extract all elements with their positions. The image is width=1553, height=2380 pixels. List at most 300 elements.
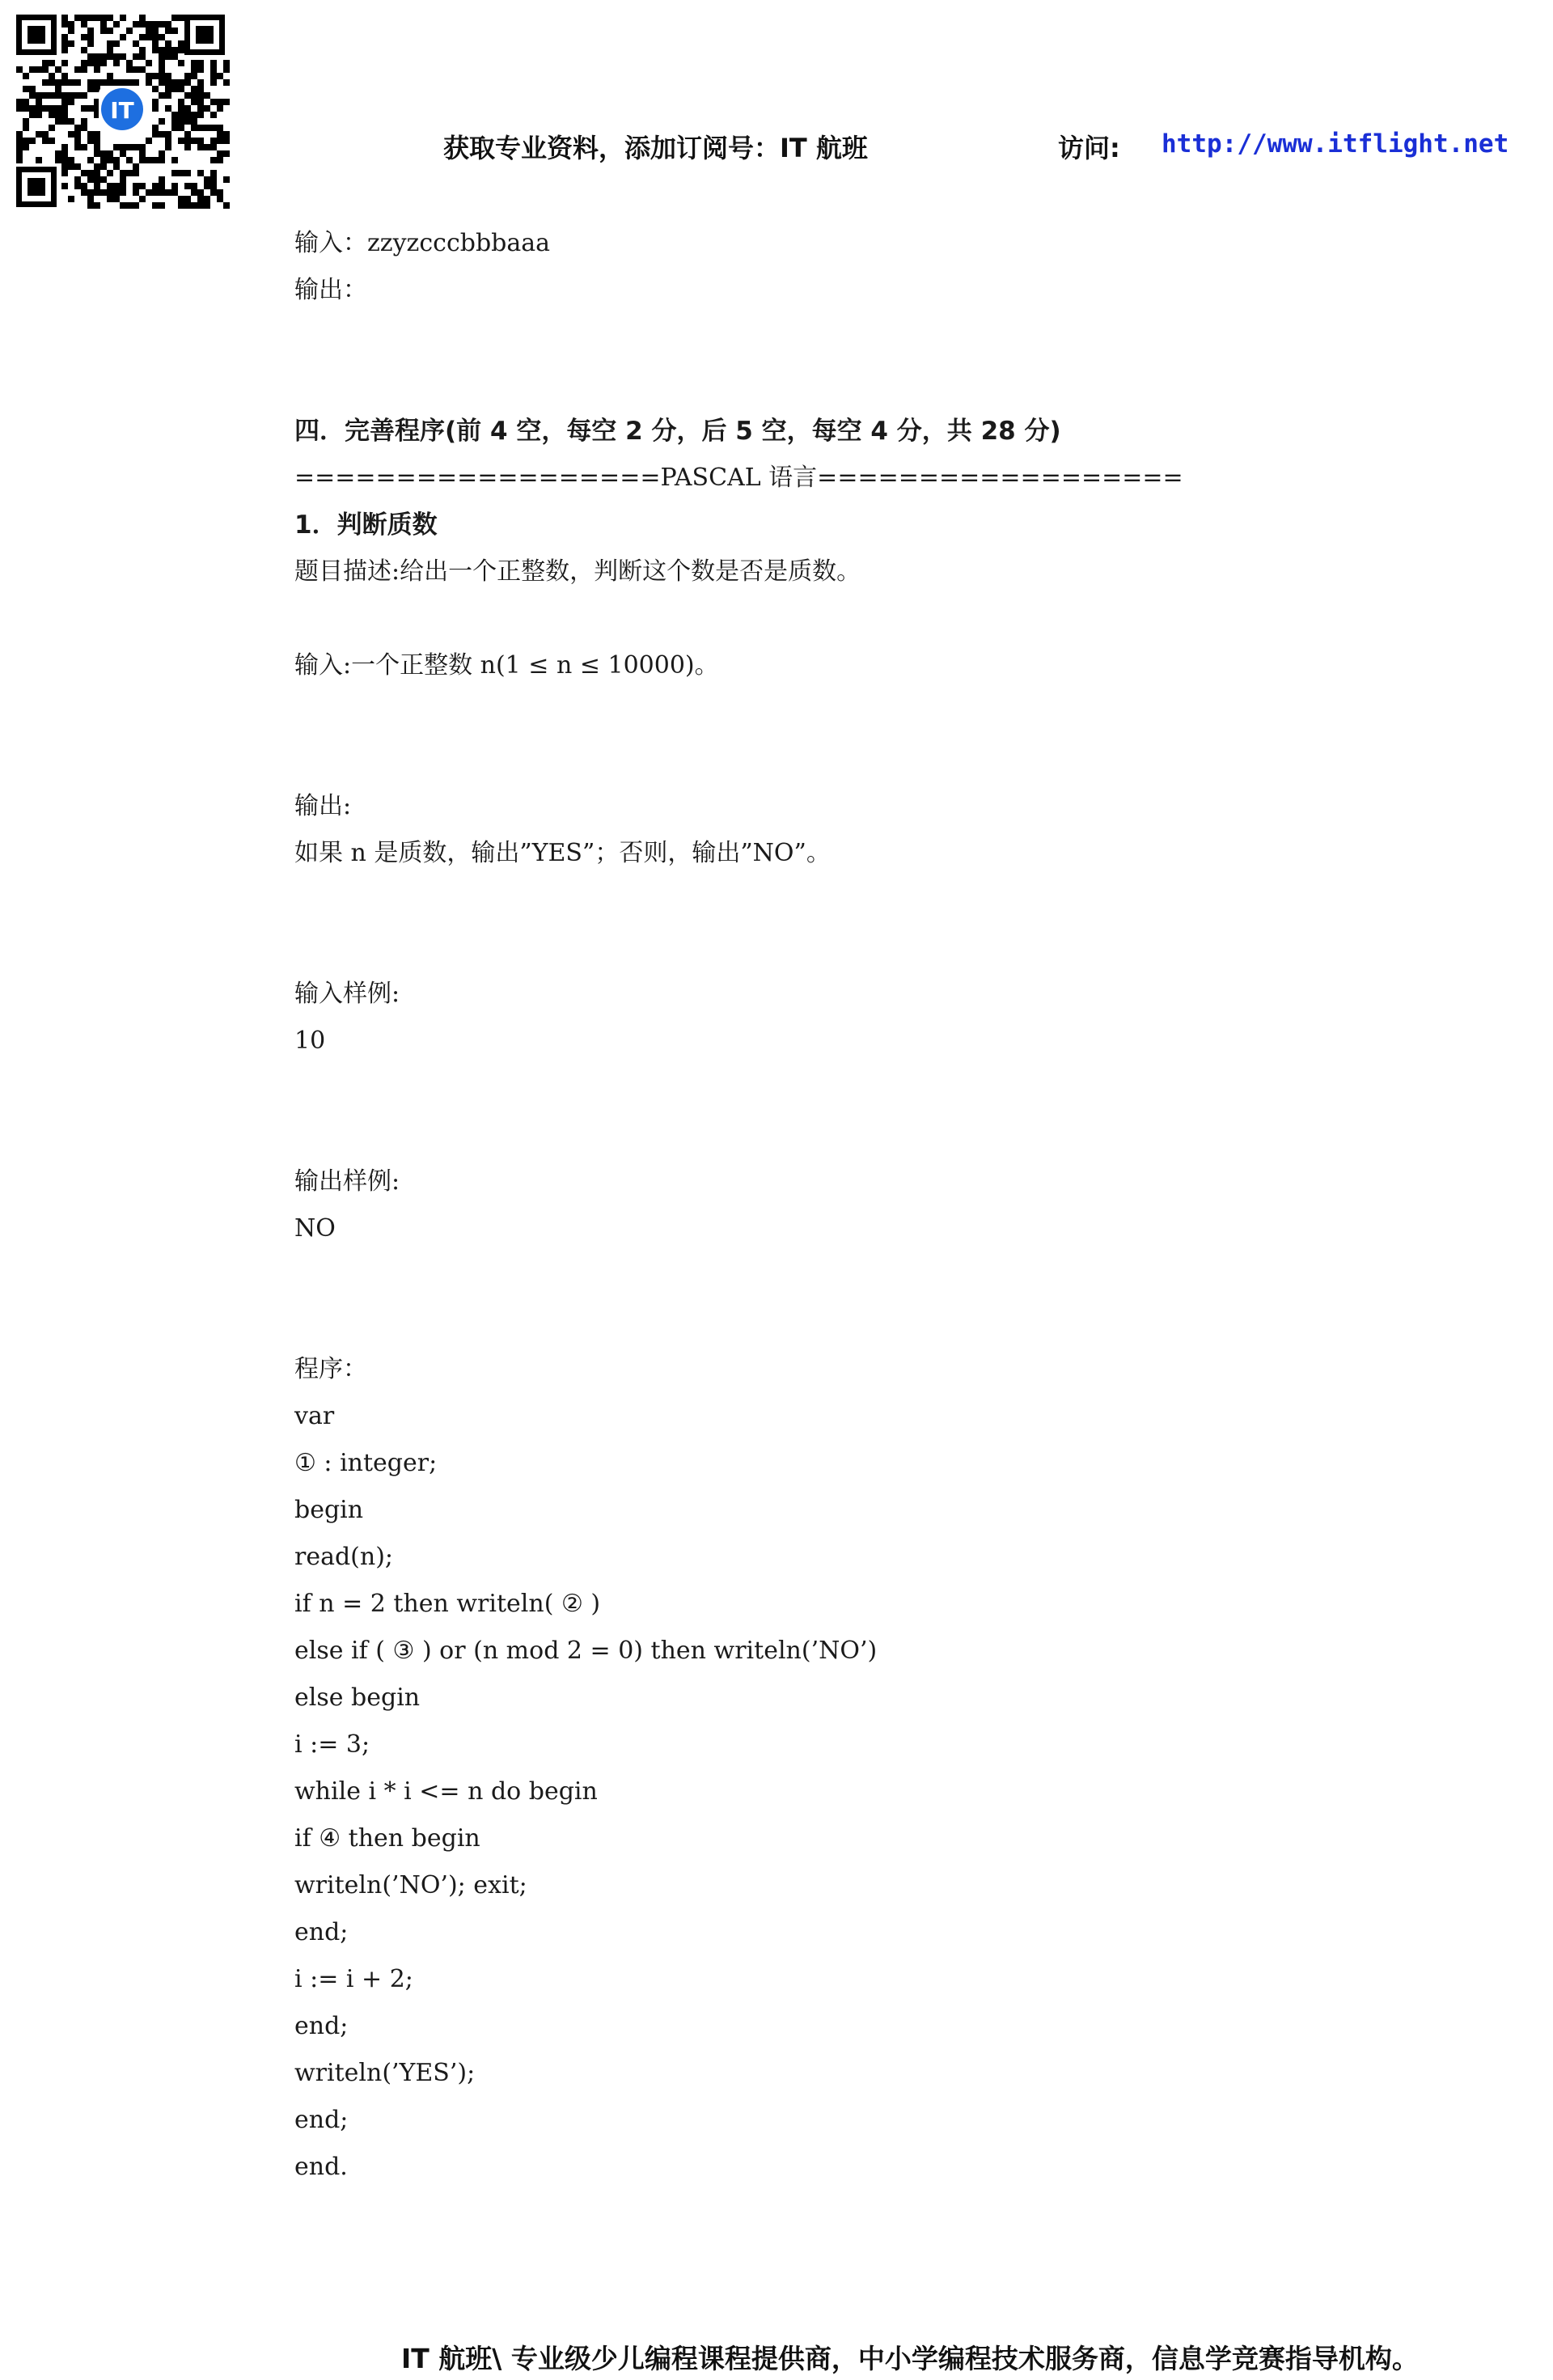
- qr-module: [178, 15, 184, 21]
- qr-module: [178, 112, 184, 118]
- qr-module: [171, 28, 178, 34]
- qr-module: [87, 15, 94, 21]
- qr-module: [184, 118, 191, 125]
- qr-module: [191, 66, 197, 73]
- qr-module: [191, 92, 197, 99]
- header-visit-label: 访问:: [1058, 133, 1120, 163]
- qr-module: [61, 105, 68, 112]
- qr-module: [61, 47, 68, 53]
- qr-module: [49, 60, 55, 66]
- qr-module: [81, 118, 87, 125]
- qr-module: [120, 79, 126, 86]
- qr-module: [178, 86, 184, 92]
- qr-module: [223, 176, 230, 183]
- qr-module: [94, 53, 100, 60]
- qr-module: [171, 15, 178, 21]
- qr-module: [184, 202, 191, 209]
- qr-module: [81, 170, 87, 176]
- qr-module: [178, 202, 184, 209]
- code-line: while i * i <= n do begin: [294, 1777, 598, 1806]
- qr-module: [23, 99, 29, 105]
- qr-module: [223, 79, 230, 86]
- qr-module: [87, 176, 94, 183]
- qr-module: [68, 196, 74, 202]
- sample-output-value: NO: [294, 1214, 336, 1243]
- qr-module: [126, 79, 133, 86]
- qr-module: [81, 47, 87, 53]
- qr-module: [165, 105, 171, 112]
- problem-description: 题目描述:给出一个正整数，判断这个数是否是质数。: [294, 557, 861, 586]
- qr-module: [107, 79, 113, 86]
- qr-module: [81, 105, 87, 112]
- qr-module: [191, 86, 197, 92]
- qr-module: [171, 170, 178, 176]
- qr-module: [210, 99, 217, 105]
- qr-module: [159, 183, 165, 189]
- output-text-line: 输出：: [294, 276, 367, 304]
- qr-module: [210, 79, 217, 86]
- qr-module: [191, 112, 197, 118]
- qr-module: [36, 66, 42, 73]
- qr-module: [159, 60, 165, 66]
- qr-module: [223, 202, 230, 209]
- sample-input-value: 10: [294, 1027, 326, 1055]
- qr-module: [68, 79, 74, 86]
- qr-module: [68, 40, 74, 47]
- qr-module: [49, 79, 55, 86]
- blank-line: [294, 877, 1467, 924]
- qr-module: [152, 99, 159, 105]
- qr-module: [217, 196, 223, 202]
- qr-module: [113, 40, 120, 47]
- qr-module: [55, 105, 61, 112]
- qr-module: [87, 79, 94, 86]
- qr-module: [107, 47, 113, 53]
- qr-module: [152, 47, 159, 53]
- qr-module: [61, 99, 68, 105]
- page-header: [0, 128, 1553, 168]
- qr-module: [159, 73, 165, 79]
- qr-module: [74, 66, 81, 73]
- qr-module: [120, 170, 126, 176]
- qr-module: [61, 15, 68, 21]
- qr-module: [126, 60, 133, 66]
- qr-module: [61, 112, 68, 118]
- qr-module: [159, 118, 165, 125]
- qr-module: [120, 15, 126, 21]
- qr-module: [94, 183, 100, 189]
- blank-line: [294, 595, 1467, 642]
- qr-module: [133, 21, 139, 28]
- qr-module: [159, 21, 165, 28]
- qr-module: [139, 66, 146, 73]
- qr-module: [178, 99, 184, 105]
- qr-module: [197, 189, 204, 196]
- qr-module: [113, 183, 120, 189]
- qr-module: [107, 28, 113, 34]
- qr-module: [197, 66, 204, 73]
- qr-module: [146, 60, 152, 66]
- qr-module: [184, 105, 191, 112]
- qr-module: [210, 170, 217, 176]
- qr-module: [42, 60, 49, 66]
- qr-module: [152, 34, 159, 40]
- qr-module: [171, 79, 178, 86]
- qr-module: [204, 92, 210, 99]
- blank-line: [294, 689, 1467, 736]
- qr-module: [81, 15, 87, 21]
- qr-module: [126, 66, 133, 73]
- qr-module: [217, 105, 223, 112]
- qr-module: [68, 21, 74, 28]
- qr-module: [16, 105, 23, 112]
- qr-module: [159, 79, 165, 86]
- qr-module: [165, 47, 171, 53]
- blank-line: [294, 924, 1467, 971]
- sample-output-label: 输出样例:: [294, 1167, 400, 1196]
- qr-module: [178, 105, 184, 112]
- qr-module: [49, 92, 55, 99]
- input-spec: 输入:一个正整数 n(1 ≤ n ≤ 10000)。: [294, 651, 719, 680]
- qr-module: [55, 92, 61, 99]
- qr-module: [36, 112, 42, 118]
- qr-module: [133, 79, 139, 86]
- code-line: end;: [294, 1918, 349, 1946]
- problem-title: 1．判断质数: [294, 510, 438, 540]
- qr-module: [81, 92, 87, 99]
- qr-module: [223, 99, 230, 105]
- qr-module: [133, 189, 139, 196]
- qr-module: [197, 202, 204, 209]
- qr-module: [210, 66, 217, 73]
- qr-module: [159, 202, 165, 209]
- qr-module: [210, 189, 217, 196]
- program-label: 程序：: [294, 1355, 367, 1383]
- qr-module: [159, 189, 165, 196]
- qr-module: [184, 92, 191, 99]
- qr-module: [94, 60, 100, 66]
- qr-module: [36, 92, 42, 99]
- qr-module: [210, 176, 217, 183]
- qr-module: [197, 196, 204, 202]
- qr-module: [61, 92, 68, 99]
- code-line: read(n);: [294, 1543, 394, 1571]
- blank-line: [294, 1112, 1467, 1158]
- qr-module: [100, 21, 107, 28]
- qr-module: [120, 189, 126, 196]
- qr-module: [217, 99, 223, 105]
- qr-module: [159, 176, 165, 183]
- qr-module: [55, 118, 61, 125]
- qr-module: [81, 60, 87, 66]
- qr-module: [107, 40, 113, 47]
- qr-module: [191, 183, 197, 189]
- qr-module: [74, 176, 81, 183]
- qr-module: [81, 21, 87, 28]
- qr-module: [204, 176, 210, 183]
- qr-module: [29, 112, 36, 118]
- qr-module: [113, 196, 120, 202]
- qr-module: [184, 196, 191, 202]
- qr-module: [171, 118, 178, 125]
- section-heading: 四．完善程序(前 4 空，每空 2 分，后 5 空，每空 4 分，共 28 分): [294, 417, 1061, 446]
- qr-module: [100, 189, 107, 196]
- qr-module: [16, 99, 23, 105]
- qr-module: [146, 189, 152, 196]
- qr-module: [165, 28, 171, 34]
- qr-module: [49, 112, 55, 118]
- qr-module: [16, 66, 23, 73]
- qr-module: [146, 34, 152, 40]
- output-spec: 如果 n 是质数，输出”YES”；否则，输出”NO”。: [294, 839, 831, 867]
- qr-module: [152, 189, 159, 196]
- qr-module: [120, 53, 126, 60]
- qr-module: [120, 183, 126, 189]
- qr-module: [94, 189, 100, 196]
- qr-module: [204, 196, 210, 202]
- qr-module: [184, 73, 191, 79]
- qr-module: [87, 196, 94, 202]
- qr-module: [217, 73, 223, 79]
- language-divider: ==================PASCAL 语言==================: [294, 464, 1183, 492]
- qr-module: [191, 99, 197, 105]
- blank-line: [294, 1252, 1467, 1299]
- qr-module: [113, 53, 120, 60]
- qr-module: [197, 86, 204, 92]
- code-line: end.: [294, 2153, 348, 2181]
- qr-module: [191, 60, 197, 66]
- qr-module: [191, 73, 197, 79]
- qr-module: [87, 170, 94, 176]
- qr-module: [55, 79, 61, 86]
- qr-logo-text: IT: [110, 97, 134, 124]
- qr-module: [165, 40, 171, 47]
- qr-module: [152, 40, 159, 47]
- qr-module: [197, 60, 204, 66]
- qr-module: [152, 73, 159, 79]
- qr-module: [184, 170, 191, 176]
- qr-module: [120, 202, 126, 209]
- qr-module: [49, 105, 55, 112]
- qr-module: [146, 28, 152, 34]
- qr-module: [68, 99, 74, 105]
- qr-module: [139, 34, 146, 40]
- qr-module: [100, 176, 107, 183]
- qr-module: [36, 105, 42, 112]
- qr-module: [133, 170, 139, 176]
- qr-module: [42, 92, 49, 99]
- qr-module: [107, 183, 113, 189]
- qr-module: [61, 60, 68, 66]
- header-url-link[interactable]: http://www.itflight.net: [1162, 129, 1509, 159]
- qr-module: [139, 15, 146, 21]
- qr-module: [61, 21, 68, 28]
- qr-module: [42, 79, 49, 86]
- qr-module: [165, 79, 171, 86]
- qr-module: [139, 183, 146, 189]
- qr-module: [23, 86, 29, 92]
- qr-module: [107, 73, 113, 79]
- qr-module: [133, 40, 139, 47]
- qr-module: [133, 66, 139, 73]
- qr-module: [165, 53, 171, 60]
- qr-module: [94, 79, 100, 86]
- qr-module: [159, 92, 165, 99]
- code-line: writeln(’NO’); exit;: [294, 1871, 527, 1899]
- header-tagline: 获取专业资料，添加订阅号：IT 航班: [443, 133, 868, 163]
- qr-module: [87, 86, 94, 92]
- qr-module: [100, 15, 107, 21]
- qr-module: [133, 53, 139, 60]
- qr-module: [171, 53, 178, 60]
- code-line: else if ( ③ ) or (n mod 2 = 0) then writeln(’NO’): [294, 1637, 878, 1665]
- qr-module: [159, 47, 165, 53]
- qr-module: [113, 21, 120, 28]
- qr-module: [107, 189, 113, 196]
- qr-module: [171, 189, 178, 196]
- qr-module: [197, 99, 204, 105]
- qr-module: [159, 66, 165, 73]
- qr-module: [165, 21, 171, 28]
- qr-module: [29, 92, 36, 99]
- qr-module: [55, 86, 61, 92]
- qr-module: [171, 86, 178, 92]
- qr-module: [165, 189, 171, 196]
- qr-module: [191, 189, 197, 196]
- qr-module: [74, 15, 81, 21]
- qr-module: [29, 105, 36, 112]
- qr-module: [139, 47, 146, 53]
- qr-module: [107, 170, 113, 176]
- qr-module: [94, 202, 100, 209]
- qr-module: [146, 73, 152, 79]
- blank-line: [294, 1065, 1467, 1112]
- qr-module: [81, 66, 87, 73]
- qr-module: [146, 79, 152, 86]
- qr-module: [81, 34, 87, 40]
- qr-module: [107, 15, 113, 21]
- qr-module: [94, 15, 100, 21]
- qr-module: [171, 183, 178, 189]
- qr-module: [133, 202, 139, 209]
- qr-module: [197, 112, 204, 118]
- qr-module: [223, 66, 230, 73]
- qr-module: [61, 40, 68, 47]
- qr-module: [74, 92, 81, 99]
- qr-module: [81, 189, 87, 196]
- qr-module: [100, 28, 107, 34]
- qr-module: [23, 73, 29, 79]
- qr-module: [191, 202, 197, 209]
- qr-module: [100, 60, 107, 66]
- qr-module: [61, 73, 68, 79]
- qr-module: [139, 53, 146, 60]
- qr-module: [68, 92, 74, 99]
- qr-module: [171, 112, 178, 118]
- qr-module: [223, 60, 230, 66]
- qr-module: [42, 66, 49, 73]
- qr-module: [87, 202, 94, 209]
- qr-module: [87, 105, 94, 112]
- qr-module: [61, 79, 68, 86]
- qr-module: [87, 60, 94, 66]
- qr-module: [152, 202, 159, 209]
- qr-module: [120, 176, 126, 183]
- qr-module: [165, 92, 171, 99]
- qr-module: [87, 40, 94, 47]
- qr-module: [61, 118, 68, 125]
- qr-module: [42, 105, 49, 112]
- qr-module: [159, 53, 165, 60]
- qr-module: [23, 105, 29, 112]
- qr-module: [61, 170, 68, 176]
- qr-code: [15, 13, 230, 210]
- page-footer: IT 航班\ 专业级少儿编程课程提供商，中小学编程技术服务商，信息学竞赛指导机构。: [401, 2343, 1419, 2374]
- output-label: 输出:: [294, 792, 352, 820]
- code-line: writeln(’YES’);: [294, 2059, 476, 2087]
- blank-line: [294, 1299, 1467, 1346]
- qr-module: [178, 47, 184, 53]
- sample-input-label: 输入样例:: [294, 980, 400, 1008]
- input-text-line: 输入：zzyzcccbbbaaa: [294, 229, 551, 257]
- code-line: else begin: [294, 1683, 421, 1712]
- qr-module: [217, 189, 223, 196]
- qr-module: [61, 183, 68, 189]
- code-line: begin: [294, 1496, 364, 1524]
- qr-module: [94, 66, 100, 73]
- qr-module: [197, 92, 204, 99]
- qr-module: [210, 183, 217, 189]
- qr-module: [126, 170, 133, 176]
- code-line: i := i + 2;: [294, 1965, 413, 1993]
- qr-module: [210, 112, 217, 118]
- qr-module: [94, 176, 100, 183]
- code-line: i := 3;: [294, 1730, 370, 1759]
- qr-module: [61, 34, 68, 40]
- qr-module: [100, 53, 107, 60]
- qr-module: [204, 105, 210, 112]
- qr-module: [184, 79, 191, 86]
- code-line: var: [294, 1402, 335, 1430]
- blank-line: [294, 736, 1467, 783]
- code-line: ① : integer;: [294, 1449, 438, 1477]
- qr-module: [178, 79, 184, 86]
- qr-module: [178, 196, 184, 202]
- qr-module: [81, 183, 87, 189]
- qr-module: [152, 21, 159, 28]
- qr-module: [113, 189, 120, 196]
- qr-module: [204, 202, 210, 209]
- code-line: end;: [294, 2106, 349, 2134]
- qr-module: [165, 86, 171, 92]
- qr-module: [210, 73, 217, 79]
- qr-module: [36, 99, 42, 105]
- blank-line: [294, 314, 1467, 361]
- qr-module: [197, 170, 204, 176]
- qr-module: [191, 118, 197, 125]
- qr-module: [171, 47, 178, 53]
- qr-module: [152, 183, 159, 189]
- qr-module: [87, 34, 94, 40]
- qr-module: [178, 60, 184, 66]
- qr-module: [197, 105, 204, 112]
- qr-module: [113, 79, 120, 86]
- qr-module: [178, 40, 184, 47]
- code-line: if n = 2 then writeln( ② ): [294, 1590, 601, 1618]
- qr-module: [178, 118, 184, 125]
- blank-line: [294, 361, 1467, 408]
- qr-module: [87, 53, 94, 60]
